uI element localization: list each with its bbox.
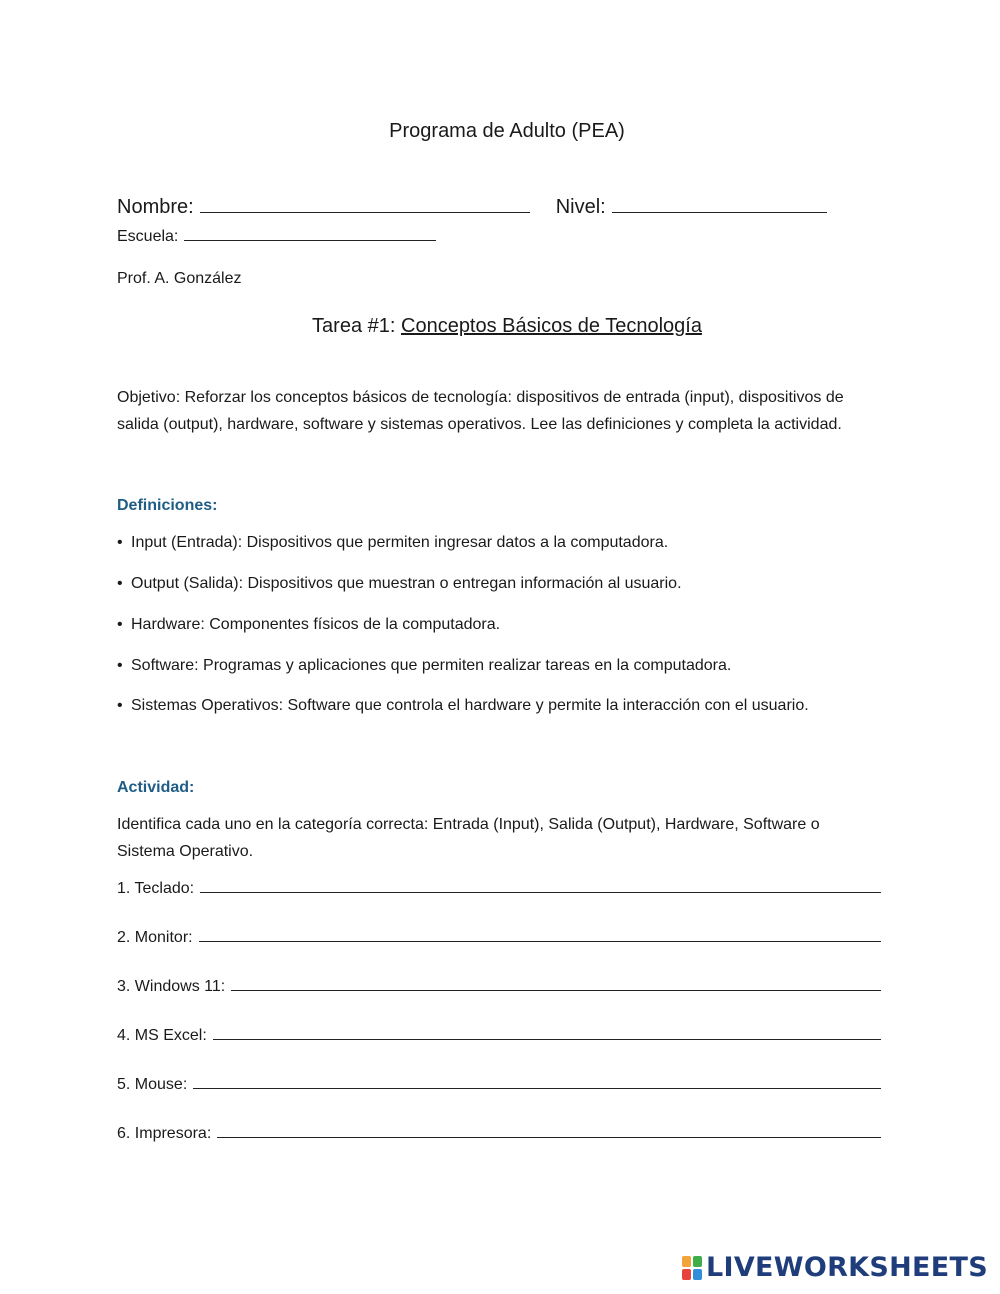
question-label: 2. Monitor: xyxy=(117,929,193,946)
activity-heading: Actividad: xyxy=(117,779,195,796)
name-level-row xyxy=(117,196,827,219)
level-field[interactable] xyxy=(612,211,827,213)
answer-field[interactable] xyxy=(200,891,881,893)
question-row xyxy=(117,1027,881,1045)
question-row xyxy=(117,880,881,898)
definition-text: Hardware: Componentes físicos de la computadora. xyxy=(131,616,501,633)
definition-item xyxy=(117,611,847,638)
liveworksheets-logo xyxy=(681,1252,988,1283)
answer-field[interactable] xyxy=(193,1087,881,1089)
question-label: 1. Teclado: xyxy=(117,880,195,897)
definition-item xyxy=(117,570,847,597)
bullet: • xyxy=(117,616,123,633)
definition-text: Sistemas Operativos: Software que controla el hardware y permite la interacción con el usuario. xyxy=(131,697,809,714)
objective-paragraph: Objetivo: Reforzar los conceptos básicos de tecnología: dispositivos de entrada (input), dispositivos de salida (output), hardware, software y sistemas operativos. Lee las definiciones y completa la actividad. xyxy=(117,389,844,433)
definition-item xyxy=(117,652,847,679)
answer-field[interactable] xyxy=(199,940,881,942)
answer-field[interactable] xyxy=(217,1136,881,1138)
question-row xyxy=(117,1076,881,1094)
program-title: Programa de Adulto (PEA) xyxy=(389,120,625,142)
professor-name: Prof. A. González xyxy=(117,270,242,287)
definition-item xyxy=(117,692,847,719)
bullet: • xyxy=(117,657,123,674)
answer-field[interactable] xyxy=(231,989,881,991)
definition-item xyxy=(117,529,847,556)
bullet: • xyxy=(117,575,123,592)
question-row xyxy=(117,1125,881,1143)
answer-field[interactable] xyxy=(213,1038,881,1040)
definition-text: Input (Entrada): Dispositivos que permiten ingresar datos a la computadora. xyxy=(131,534,669,551)
definition-text: Output (Salida): Dispositivos que muestran o entregan información al usuario. xyxy=(131,575,682,592)
question-label: 4. MS Excel: xyxy=(117,1027,207,1044)
bullet: • xyxy=(117,697,123,714)
question-row xyxy=(117,978,881,996)
question-label: 6. Impresora: xyxy=(117,1125,212,1142)
definitions-heading: Definiciones: xyxy=(117,497,218,514)
logo-square xyxy=(682,1269,691,1280)
question-label: 5. Mouse: xyxy=(117,1076,188,1093)
logo-square xyxy=(682,1256,691,1267)
school-row xyxy=(117,228,436,246)
task-prefix: Tarea #1: xyxy=(312,315,401,337)
task-topic: Conceptos Básicos de Tecnología xyxy=(401,315,702,337)
logo-text: LIVEWORKSHEETS xyxy=(705,1252,988,1283)
question-label: 3. Windows 11: xyxy=(117,978,226,995)
logo-square xyxy=(693,1256,702,1267)
activity-instruction: Identifica cada uno en la categoría correcta: Entrada (Input), Salida (Output), Hardware, Software o Sistema Operativo. xyxy=(117,816,820,860)
definition-text: Software: Programas y aplicaciones que permiten realizar tareas en la computadora. xyxy=(131,657,732,674)
level-label: Nivel: xyxy=(555,196,606,218)
bullet: • xyxy=(117,534,123,551)
logo-mark-icon xyxy=(681,1255,703,1281)
task-title xyxy=(0,315,1000,338)
school-label: Escuela: xyxy=(117,228,179,245)
name-field[interactable] xyxy=(200,211,530,213)
logo-square xyxy=(693,1269,702,1280)
question-row xyxy=(117,929,881,947)
name-label: Nombre: xyxy=(117,196,194,218)
school-field[interactable] xyxy=(184,239,436,241)
